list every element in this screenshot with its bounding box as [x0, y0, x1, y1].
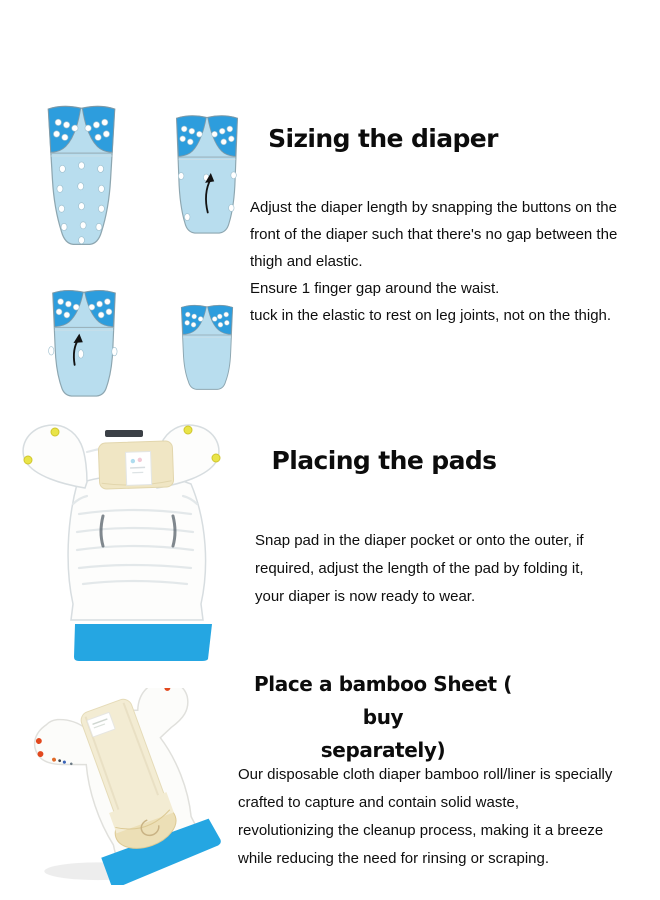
sizing-section-body: [250, 194, 617, 329]
body-line: crafted to capture and contain solid waste,: [238, 794, 520, 811]
title-line: separately): [320, 738, 446, 762]
body-line: Snap pad in the diaper pocket or onto the outer, if: [255, 532, 584, 549]
body-line: Adjust the diaper length by snapping the buttons on the: [250, 199, 617, 216]
inner-print-strip: [105, 430, 143, 437]
body-line: your diaper is now ready to wear.: [255, 588, 476, 605]
body-line: while reducing the need for rinsing or scraping.: [238, 850, 550, 867]
placing-section-title: Placing the pads: [271, 446, 497, 475]
sizing-section-title: Sizing the diaper: [268, 124, 498, 153]
white-diaper-with-pad-photo: [15, 418, 227, 662]
body-line: revolutionizing the cleanup process, making it a breeze: [238, 822, 604, 839]
title-line: Place a bamboo Sheet ( buy: [254, 672, 512, 729]
body-line: thigh and elastic.: [250, 253, 363, 270]
diaper-snapped-short-illustration: [169, 107, 245, 242]
body-line: required, adjust the length of the pad by folding it,: [255, 560, 584, 577]
body-line: tuck in the elastic to rest on leg joints, not on the thigh.: [250, 307, 612, 324]
diaper-snapped-medium-illustration: [45, 284, 123, 402]
placing-section-body: [255, 527, 584, 611]
body-line: front of the diaper such that there's no gap between the: [250, 226, 618, 243]
bamboo-section-title: [235, 668, 531, 767]
blue-bottom-band: [74, 624, 212, 661]
diaper-full-length-illustration: [40, 97, 123, 254]
insert-pad: [98, 441, 174, 490]
diaper-with-bamboo-roll-photo: [28, 688, 228, 885]
pad-label: [126, 451, 152, 485]
diaper-snapped-smallest-illustration: [175, 297, 239, 396]
body-line: Ensure 1 finger gap around the waist.: [250, 280, 500, 297]
bamboo-section-body: [238, 761, 612, 873]
body-line: Our disposable cloth diaper bamboo roll/liner is specially: [238, 766, 613, 783]
